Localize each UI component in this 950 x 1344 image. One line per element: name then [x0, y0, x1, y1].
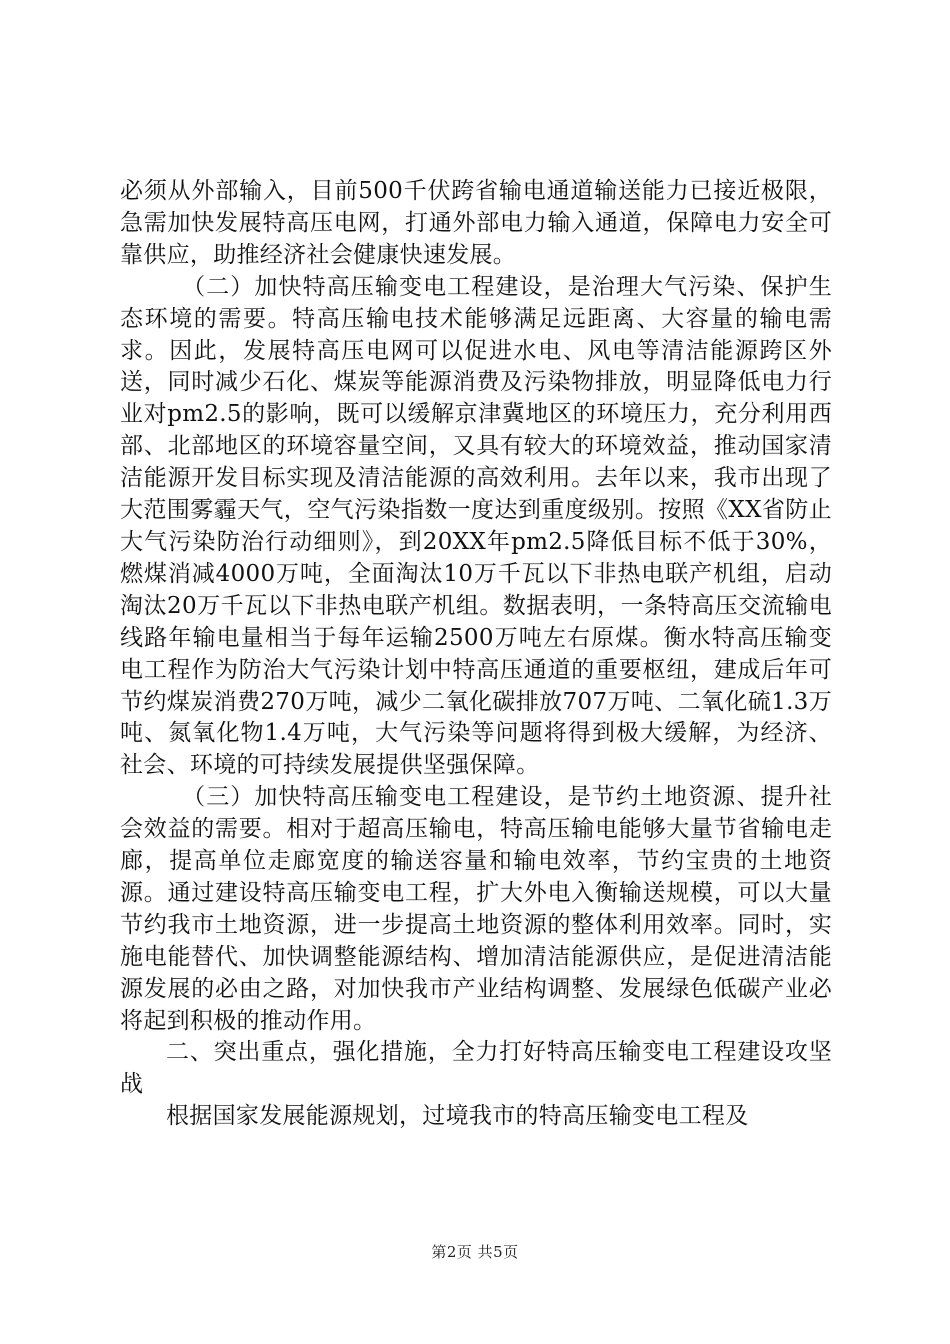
section-heading-2: 二、突出重点，强化措施，全力打好特高压输变电工程建设攻坚战 — [120, 1039, 832, 1098]
paragraph-section-2: （二）加快特高压输变电工程建设，是治理大气污染、保护生态环境的需要。特高压输电技术能够满足远距离、大容量的输电需求。因此，发展特高压电网可以促进水电、风电等清洁能源跨区外送，同时减少石化、煤炭等能源消费及污染物排放，明显降低电力行业对pm2.5的影响，既可以缓解京津冀地区的环境压力，充分利用西部、北部地区的环境容量空间，又具有较大的环境效益，推动国家清洁能源开发目标实现及清洁能源的高效利用。去年以来，我市出现了大范围雾霾天气，空气污染指数一度达到重度级别。按照《XX省防止大气污染防治行动细则》，到20XX年pm2.5降低目标不低于30%，燃煤消减4000万吨，全面淘汰10万千瓦以下非热电联产机组，启动淘汰20万千瓦以下非热电联产机组。数据表明，一条特高压交流输电线路年输电量相当于每年运输2500万吨左右原煤。衡水特高压输变电工程作为防治大气污染计划中特高压通道的重要枢纽，建成后年可节约煤炭消费270万吨，减少二氧化碳排放707万吨、二氧化硫1.3万吨、氮氧化物1.4万吨，大气污染等问题将得到极大缓解，为经济、社会、环境的可持续发展提供坚强保障。 — [120, 273, 832, 779]
paragraph-section-heading-body: 根据国家发展能源规划，过境我市的特高压输变电工程及 — [166, 1103, 749, 1130]
page-number-footer: 第2页 共5页 — [431, 1243, 519, 1261]
paragraph-continuation: 必须从外部输入，目前500千伏跨省输电通道输送能力已接近极限，急需加快发展特高压电网，打通外部电力输入通道，保障电力安全可靠供应，助推经济社会健康快速发展。 — [120, 178, 832, 268]
paragraph-section-3: （三）加快特高压输变电工程建设，是节约土地资源、提升社会效益的需要。相对于超高压输电，特高压输电能够大量节省输电走廊，提高单位走廊宽度的输送容量和输电效率，节约宝贵的土地资源。通过建设特高压输变电工程，扩大外电入衡输送规模，可以大量节约我市土地资源，进一步提高土地资源的整体利用效率。同时，实施电能替代、加快调整能源结构、增加清洁能源供应，是促进清洁能源发展的必由之路，对加快我市产业结构调整、发展绿色低碳产业必将起到积极的推动作用。 — [120, 784, 832, 1034]
document-body — [120, 176, 832, 1133]
